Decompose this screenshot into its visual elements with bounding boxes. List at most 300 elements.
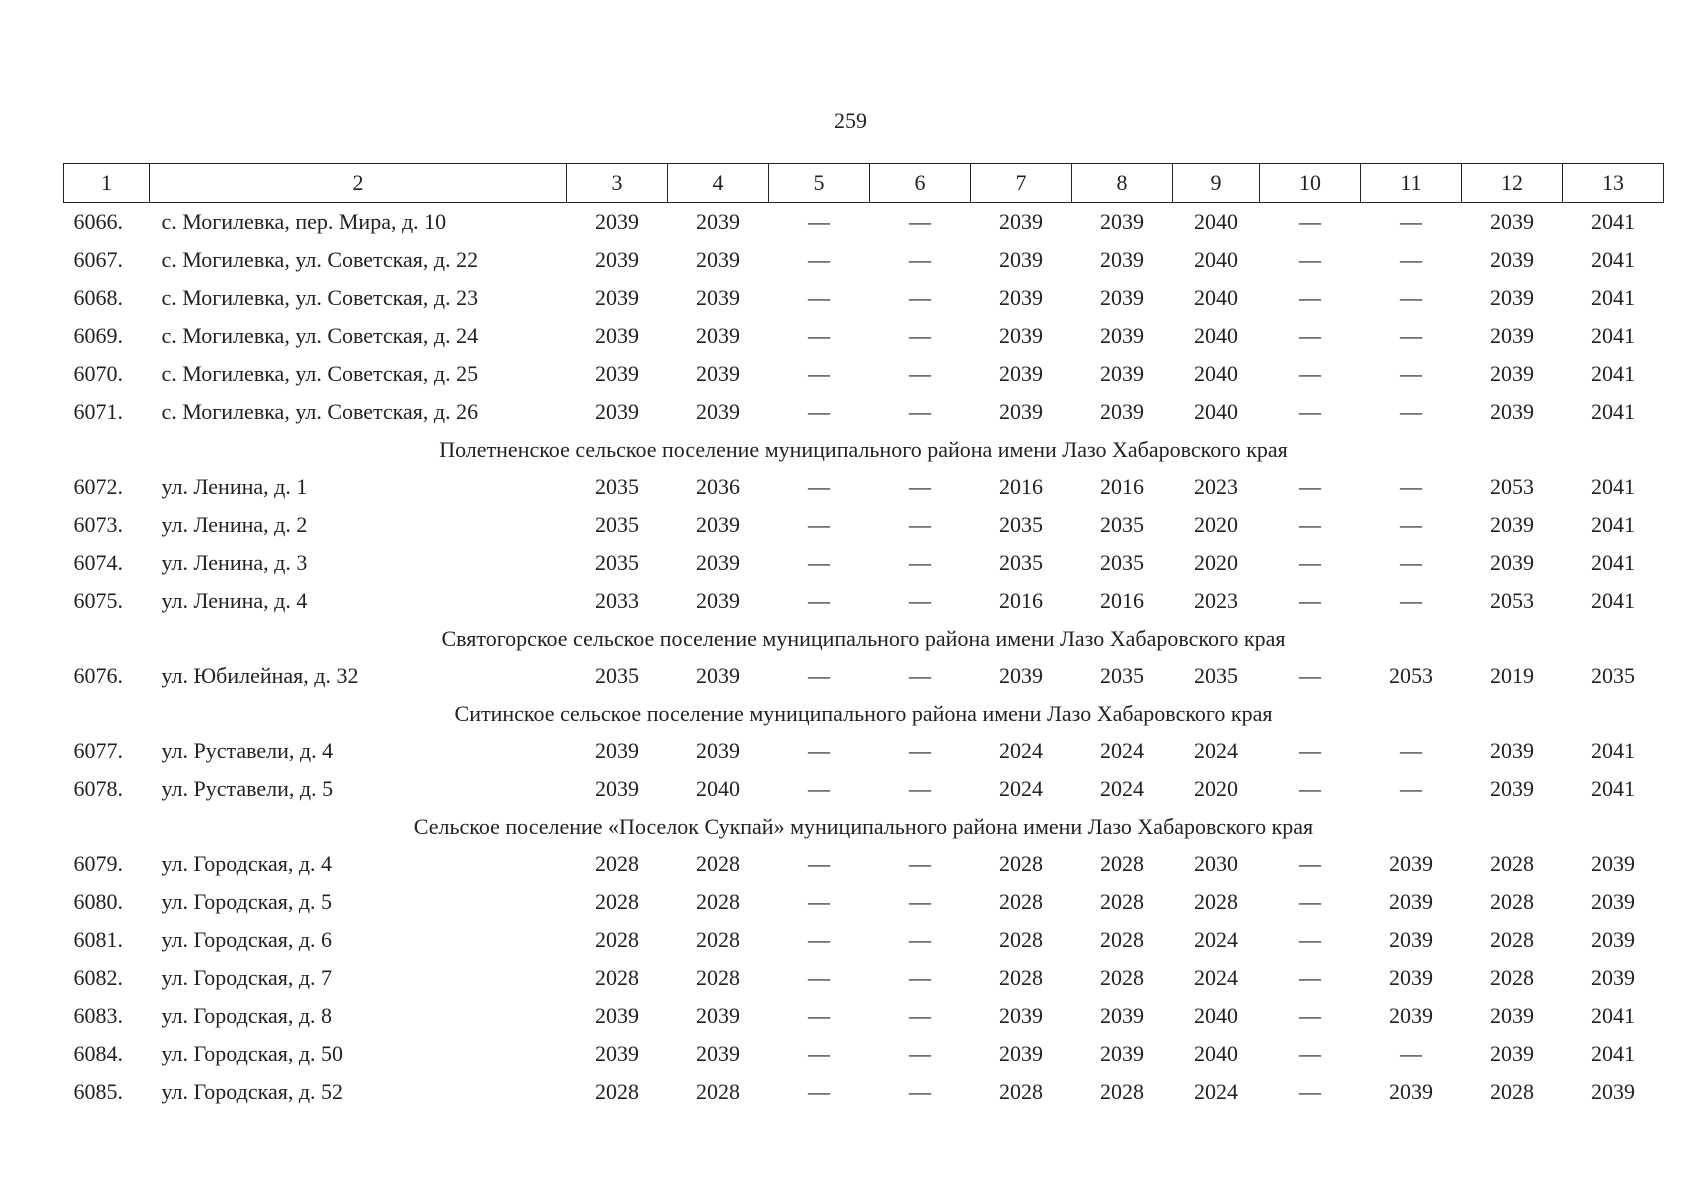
value-cell-col-6: — [909, 209, 931, 234]
value-cell-col-5: — [808, 474, 830, 499]
value-cell-col-6: — [909, 889, 931, 914]
value-cell-col-9: 2035 [1194, 663, 1238, 688]
value-cell-col-5: — [808, 1079, 830, 1104]
value-cell-col-6: — [909, 323, 931, 348]
column-header-2: 2 [150, 164, 567, 203]
value-cell-col-8: 2039 [1100, 247, 1144, 272]
value-cell-col-11: 2039 [1389, 1079, 1433, 1104]
value-cell-col-4: 2028 [696, 889, 740, 914]
section-heading: Святогорское сельское поселение муниципального района имени Лазо Хабаровского края [441, 625, 1286, 651]
value-cell-col-3: 2028 [595, 851, 639, 876]
value-cell-col-10: — [1299, 512, 1321, 537]
column-header-7: 7 [971, 164, 1072, 203]
value-cell-col-9: 2028 [1194, 889, 1238, 914]
value-cell-col-9: 2024 [1194, 927, 1238, 952]
table-row [64, 203, 1664, 242]
value-cell-col-12: 2039 [1490, 738, 1534, 763]
row-address: с. Могилевка, ул. Советская, д. 23 [161, 285, 479, 310]
value-cell-col-9: 2020 [1194, 776, 1238, 801]
row-address: ул. Городская, д. 5 [161, 889, 333, 914]
value-cell-col-8: 2039 [1100, 323, 1144, 348]
value-cell-col-3: 2039 [595, 738, 639, 763]
value-cell-col-13: 2041 [1591, 550, 1635, 575]
value-cell-col-10: — [1299, 1003, 1321, 1028]
row-number: 6070. [73, 361, 123, 386]
section-heading-row [64, 808, 1664, 845]
value-cell-col-13: 2041 [1591, 512, 1635, 537]
row-address: ул. Городская, д. 52 [161, 1079, 344, 1104]
value-cell-col-9: 2024 [1194, 965, 1238, 990]
value-cell-col-6: — [909, 285, 931, 310]
row-number: 6074. [73, 550, 123, 575]
value-cell-col-3: 2028 [595, 889, 639, 914]
value-cell-col-6: — [909, 965, 931, 990]
value-cell-col-12: 2039 [1490, 323, 1534, 348]
value-cell-col-4: 2028 [696, 927, 740, 952]
value-cell-col-9: 2040 [1194, 323, 1238, 348]
value-cell-col-13: 2041 [1591, 361, 1635, 386]
column-header-8: 8 [1072, 164, 1173, 203]
row-address: ул. Городская, д. 4 [161, 851, 333, 876]
value-cell-col-10: — [1299, 1041, 1321, 1066]
table-row [64, 279, 1664, 317]
value-cell-col-10: — [1299, 851, 1321, 876]
value-cell-col-5: — [808, 927, 830, 952]
value-cell-col-4: 2039 [696, 323, 740, 348]
value-cell-col-12: 2039 [1490, 399, 1534, 424]
row-number: 6075. [73, 588, 123, 613]
value-cell-col-8: 2039 [1100, 399, 1144, 424]
table-row [64, 883, 1664, 921]
value-cell-col-6: — [909, 1003, 931, 1028]
value-cell-col-4: 2039 [696, 663, 740, 688]
value-cell-col-11: — [1400, 361, 1422, 386]
value-cell-col-4: 2039 [696, 1003, 740, 1028]
column-header-9: 9 [1173, 164, 1260, 203]
row-address: с. Могилевка, ул. Советская, д. 24 [161, 323, 479, 348]
value-cell-col-11: 2039 [1389, 965, 1433, 990]
row-address: ул. Городская, д. 7 [161, 965, 333, 990]
value-cell-col-3: 2039 [595, 361, 639, 386]
value-cell-col-12: 2039 [1490, 361, 1534, 386]
data-table [63, 163, 1664, 1111]
value-cell-col-12: 2028 [1490, 889, 1534, 914]
value-cell-col-4: 2028 [696, 1079, 740, 1104]
row-number: 6078. [73, 776, 123, 801]
value-cell-col-8: 2039 [1100, 209, 1144, 234]
value-cell-col-13: 2039 [1591, 965, 1635, 990]
value-cell-col-8: 2035 [1100, 550, 1144, 575]
value-cell-col-13: 2041 [1591, 738, 1635, 763]
row-address: ул. Ленина, д. 1 [161, 474, 308, 499]
value-cell-col-13: 2039 [1591, 1079, 1635, 1104]
value-cell-col-9: 2023 [1194, 588, 1238, 613]
value-cell-col-12: 2039 [1490, 776, 1534, 801]
row-number: 6073. [73, 512, 123, 537]
table-row [64, 355, 1664, 393]
value-cell-col-8: 2028 [1100, 927, 1144, 952]
value-cell-col-6: — [909, 247, 931, 272]
value-cell-col-11: — [1400, 1041, 1422, 1066]
table-row [64, 317, 1664, 355]
value-cell-col-12: 2028 [1490, 851, 1534, 876]
value-cell-col-6: — [909, 512, 931, 537]
value-cell-col-11: — [1400, 209, 1422, 234]
value-cell-col-7: 2039 [999, 285, 1043, 310]
value-cell-col-9: 2040 [1194, 399, 1238, 424]
table-row [64, 959, 1664, 997]
value-cell-col-5: — [808, 965, 830, 990]
column-header-12: 12 [1462, 164, 1563, 203]
value-cell-col-7: 2039 [999, 209, 1043, 234]
value-cell-col-10: — [1299, 361, 1321, 386]
column-header-6: 6 [870, 164, 971, 203]
value-cell-col-6: — [909, 474, 931, 499]
value-cell-col-3: 2039 [595, 776, 639, 801]
column-header-4: 4 [668, 164, 769, 203]
value-cell-col-4: 2028 [696, 851, 740, 876]
column-header-10: 10 [1260, 164, 1361, 203]
value-cell-col-7: 2028 [999, 1079, 1043, 1104]
value-cell-col-13: 2039 [1591, 889, 1635, 914]
page-number: 259 [834, 108, 867, 133]
value-cell-col-13: 2035 [1591, 663, 1635, 688]
value-cell-col-5: — [808, 1003, 830, 1028]
value-cell-col-3: 2039 [595, 323, 639, 348]
row-address: с. Могилевка, ул. Советская, д. 25 [161, 361, 479, 386]
column-header-3: 3 [567, 164, 668, 203]
section-heading: Ситинское сельское поселение муниципального района имени Лазо Хабаровского края [454, 700, 1273, 726]
value-cell-col-10: — [1299, 663, 1321, 688]
value-cell-col-4: 2040 [696, 776, 740, 801]
value-cell-col-6: — [909, 1041, 931, 1066]
value-cell-col-7: 2039 [999, 323, 1043, 348]
value-cell-col-6: — [909, 399, 931, 424]
value-cell-col-4: 2039 [696, 399, 740, 424]
value-cell-col-8: 2028 [1100, 851, 1144, 876]
row-number: 6076. [73, 663, 123, 688]
row-number: 6071. [73, 399, 123, 424]
value-cell-col-9: 2024 [1194, 1079, 1238, 1104]
row-address: с. Могилевка, ул. Советская, д. 22 [161, 247, 479, 272]
value-cell-col-12: 2039 [1490, 550, 1534, 575]
value-cell-col-12: 2039 [1490, 512, 1534, 537]
value-cell-col-5: — [808, 209, 830, 234]
value-cell-col-9: 2024 [1194, 738, 1238, 763]
value-cell-col-13: 2041 [1591, 474, 1635, 499]
value-cell-col-4: 2039 [696, 247, 740, 272]
value-cell-col-11: 2039 [1389, 889, 1433, 914]
value-cell-col-6: — [909, 776, 931, 801]
section-heading-row [64, 620, 1664, 657]
row-number: 6081. [73, 927, 123, 952]
value-cell-col-13: 2041 [1591, 1003, 1635, 1028]
value-cell-col-3: 2035 [595, 474, 639, 499]
value-cell-col-9: 2040 [1194, 1003, 1238, 1028]
row-address: ул. Ленина, д. 3 [161, 550, 308, 575]
value-cell-col-7: 2028 [999, 965, 1043, 990]
row-address: ул. Руставели, д. 5 [161, 776, 334, 801]
value-cell-col-6: — [909, 1079, 931, 1104]
value-cell-col-7: 2016 [999, 588, 1043, 613]
value-cell-col-7: 2028 [999, 889, 1043, 914]
value-cell-col-8: 2016 [1100, 474, 1144, 499]
value-cell-col-12: 2039 [1490, 1003, 1534, 1028]
value-cell-col-3: 2039 [595, 247, 639, 272]
section-heading: Полетненское сельское поселение муниципального района имени Лазо Хабаровского края [439, 436, 1288, 462]
section-heading: Сельское поселение «Поселок Сукпай» муниципального района имени Лазо Хабаровского края [413, 813, 1314, 839]
row-number: 6069. [73, 323, 123, 348]
value-cell-col-8: 2039 [1100, 285, 1144, 310]
value-cell-col-4: 2039 [696, 738, 740, 763]
row-number: 6072. [73, 474, 123, 499]
table-row [64, 1073, 1664, 1111]
value-cell-col-6: — [909, 663, 931, 688]
value-cell-col-5: — [808, 851, 830, 876]
value-cell-col-9: 2030 [1194, 851, 1238, 876]
row-number: 6085. [73, 1079, 123, 1104]
value-cell-col-12: 2019 [1490, 663, 1534, 688]
value-cell-col-7: 2039 [999, 1003, 1043, 1028]
value-cell-col-10: — [1299, 965, 1321, 990]
value-cell-col-5: — [808, 738, 830, 763]
value-cell-col-7: 2035 [999, 550, 1043, 575]
value-cell-col-9: 2020 [1194, 512, 1238, 537]
value-cell-col-10: — [1299, 474, 1321, 499]
value-cell-col-8: 2024 [1100, 776, 1144, 801]
value-cell-col-3: 2039 [595, 1003, 639, 1028]
value-cell-col-6: — [909, 927, 931, 952]
value-cell-col-7: 2024 [999, 776, 1043, 801]
value-cell-col-12: 2039 [1490, 1041, 1534, 1066]
value-cell-col-9: 2020 [1194, 550, 1238, 575]
value-cell-col-12: 2039 [1490, 209, 1534, 234]
value-cell-col-11: 2053 [1389, 663, 1433, 688]
value-cell-col-4: 2039 [696, 512, 740, 537]
value-cell-col-11: — [1400, 285, 1422, 310]
value-cell-col-13: 2041 [1591, 776, 1635, 801]
row-number: 6068. [73, 285, 123, 310]
value-cell-col-11: — [1400, 512, 1422, 537]
value-cell-col-3: 2035 [595, 550, 639, 575]
value-cell-col-8: 2024 [1100, 738, 1144, 763]
value-cell-col-7: 2035 [999, 512, 1043, 537]
value-cell-col-10: — [1299, 889, 1321, 914]
value-cell-col-10: — [1299, 776, 1321, 801]
value-cell-col-13: 2039 [1591, 927, 1635, 952]
value-cell-col-13: 2041 [1591, 247, 1635, 272]
row-number: 6084. [73, 1041, 123, 1066]
header-row [64, 164, 1664, 203]
value-cell-col-7: 2039 [999, 361, 1043, 386]
value-cell-col-11: — [1400, 323, 1422, 348]
value-cell-col-5: — [808, 663, 830, 688]
value-cell-col-11: — [1400, 474, 1422, 499]
value-cell-col-5: — [808, 1041, 830, 1066]
value-cell-col-3: 2039 [595, 209, 639, 234]
value-cell-col-6: — [909, 851, 931, 876]
table-row [64, 544, 1664, 582]
value-cell-col-8: 2035 [1100, 512, 1144, 537]
value-cell-col-13: 2041 [1591, 399, 1635, 424]
value-cell-col-8: 2028 [1100, 889, 1144, 914]
value-cell-col-11: — [1400, 399, 1422, 424]
value-cell-col-3: 2028 [595, 965, 639, 990]
row-number: 6067. [73, 247, 123, 272]
row-address: ул. Ленина, д. 2 [161, 512, 308, 537]
row-address: ул. Городская, д. 50 [161, 1041, 344, 1066]
value-cell-col-11: — [1400, 588, 1422, 613]
value-cell-col-3: 2028 [595, 927, 639, 952]
value-cell-col-8: 2039 [1100, 1003, 1144, 1028]
value-cell-col-12: 2053 [1490, 588, 1534, 613]
row-number: 6066. [73, 209, 123, 234]
value-cell-col-4: 2039 [696, 1041, 740, 1066]
value-cell-col-10: — [1299, 927, 1321, 952]
value-cell-col-9: 2040 [1194, 1041, 1238, 1066]
row-address: ул. Юбилейная, д. 32 [161, 663, 359, 688]
value-cell-col-10: — [1299, 209, 1321, 234]
value-cell-col-7: 2024 [999, 738, 1043, 763]
value-cell-col-10: — [1299, 247, 1321, 272]
row-address: ул. Ленина, д. 4 [161, 588, 308, 613]
value-cell-col-10: — [1299, 1079, 1321, 1104]
value-cell-col-10: — [1299, 399, 1321, 424]
table-row [64, 241, 1664, 279]
value-cell-col-5: — [808, 512, 830, 537]
value-cell-col-9: 2040 [1194, 247, 1238, 272]
value-cell-col-5: — [808, 550, 830, 575]
value-cell-col-5: — [808, 361, 830, 386]
column-header-5: 5 [769, 164, 870, 203]
value-cell-col-3: 2035 [595, 512, 639, 537]
row-address: с. Могилевка, пер. Мира, д. 10 [161, 209, 447, 234]
value-cell-col-7: 2028 [999, 927, 1043, 952]
value-cell-col-12: 2039 [1490, 247, 1534, 272]
column-header-1: 1 [64, 164, 150, 203]
value-cell-col-4: 2039 [696, 588, 740, 613]
value-cell-col-4: 2039 [696, 285, 740, 310]
value-cell-col-11: — [1400, 550, 1422, 575]
column-header-13: 13 [1563, 164, 1664, 203]
value-cell-col-4: 2036 [696, 474, 740, 499]
value-cell-col-4: 2039 [696, 550, 740, 575]
value-cell-col-12: 2028 [1490, 927, 1534, 952]
row-number: 6079. [73, 851, 123, 876]
value-cell-col-5: — [808, 247, 830, 272]
row-address: ул. Городская, д. 8 [161, 1003, 333, 1028]
value-cell-col-11: — [1400, 247, 1422, 272]
row-address: ул. Городская, д. 6 [161, 927, 333, 952]
value-cell-col-11: — [1400, 776, 1422, 801]
column-header-11: 11 [1361, 164, 1462, 203]
row-number: 6083. [73, 1003, 123, 1028]
value-cell-col-13: 2041 [1591, 209, 1635, 234]
value-cell-col-11: 2039 [1389, 1003, 1433, 1028]
table-row [64, 845, 1664, 883]
value-cell-col-9: 2023 [1194, 474, 1238, 499]
value-cell-col-13: 2041 [1591, 323, 1635, 348]
table-row [64, 732, 1664, 770]
value-cell-col-3: 2039 [595, 1041, 639, 1066]
value-cell-col-3: 2035 [595, 663, 639, 688]
value-cell-col-6: — [909, 738, 931, 763]
table-row [64, 393, 1664, 431]
row-address: ул. Руставели, д. 4 [161, 738, 334, 763]
table-row [64, 582, 1664, 620]
value-cell-col-5: — [808, 399, 830, 424]
value-cell-col-7: 2016 [999, 474, 1043, 499]
section-heading-row [64, 431, 1664, 468]
table-row [64, 657, 1664, 695]
value-cell-col-3: 2039 [595, 285, 639, 310]
table-row [64, 468, 1664, 506]
value-cell-col-11: 2039 [1389, 927, 1433, 952]
value-cell-col-7: 2039 [999, 247, 1043, 272]
value-cell-col-13: 2041 [1591, 1041, 1635, 1066]
value-cell-col-6: — [909, 588, 931, 613]
value-cell-col-8: 2039 [1100, 361, 1144, 386]
value-cell-col-5: — [808, 588, 830, 613]
value-cell-col-13: 2039 [1591, 851, 1635, 876]
value-cell-col-10: — [1299, 550, 1321, 575]
value-cell-col-5: — [808, 323, 830, 348]
row-number: 6080. [73, 889, 123, 914]
value-cell-col-3: 2028 [595, 1079, 639, 1104]
table-body [64, 203, 1664, 1112]
value-cell-col-8: 2035 [1100, 663, 1144, 688]
table-row [64, 1035, 1664, 1073]
value-cell-col-9: 2040 [1194, 361, 1238, 386]
value-cell-col-7: 2039 [999, 1041, 1043, 1066]
value-cell-col-5: — [808, 889, 830, 914]
table-row [64, 506, 1664, 544]
value-cell-col-8: 2028 [1100, 1079, 1144, 1104]
value-cell-col-5: — [808, 285, 830, 310]
value-cell-col-10: — [1299, 285, 1321, 310]
value-cell-col-11: — [1400, 738, 1422, 763]
value-cell-col-10: — [1299, 738, 1321, 763]
value-cell-col-4: 2028 [696, 965, 740, 990]
value-cell-col-12: 2053 [1490, 474, 1534, 499]
value-cell-col-11: 2039 [1389, 851, 1433, 876]
table-row [64, 770, 1664, 808]
value-cell-col-7: 2039 [999, 663, 1043, 688]
value-cell-col-12: 2028 [1490, 1079, 1534, 1104]
value-cell-col-12: 2039 [1490, 285, 1534, 310]
value-cell-col-8: 2016 [1100, 588, 1144, 613]
row-number: 6082. [73, 965, 123, 990]
value-cell-col-7: 2028 [999, 851, 1043, 876]
section-heading-row [64, 695, 1664, 732]
value-cell-col-9: 2040 [1194, 209, 1238, 234]
value-cell-col-10: — [1299, 588, 1321, 613]
value-cell-col-4: 2039 [696, 361, 740, 386]
value-cell-col-5: — [808, 776, 830, 801]
table-row [64, 921, 1664, 959]
value-cell-col-13: 2041 [1591, 588, 1635, 613]
value-cell-col-3: 2033 [595, 588, 639, 613]
table-row [64, 997, 1664, 1035]
value-cell-col-9: 2040 [1194, 285, 1238, 310]
value-cell-col-8: 2039 [1100, 1041, 1144, 1066]
row-number: 6077. [73, 738, 123, 763]
row-address: с. Могилевка, ул. Советская, д. 26 [161, 399, 479, 424]
value-cell-col-8: 2028 [1100, 965, 1144, 990]
value-cell-col-12: 2028 [1490, 965, 1534, 990]
value-cell-col-13: 2041 [1591, 285, 1635, 310]
table-header [64, 164, 1664, 203]
